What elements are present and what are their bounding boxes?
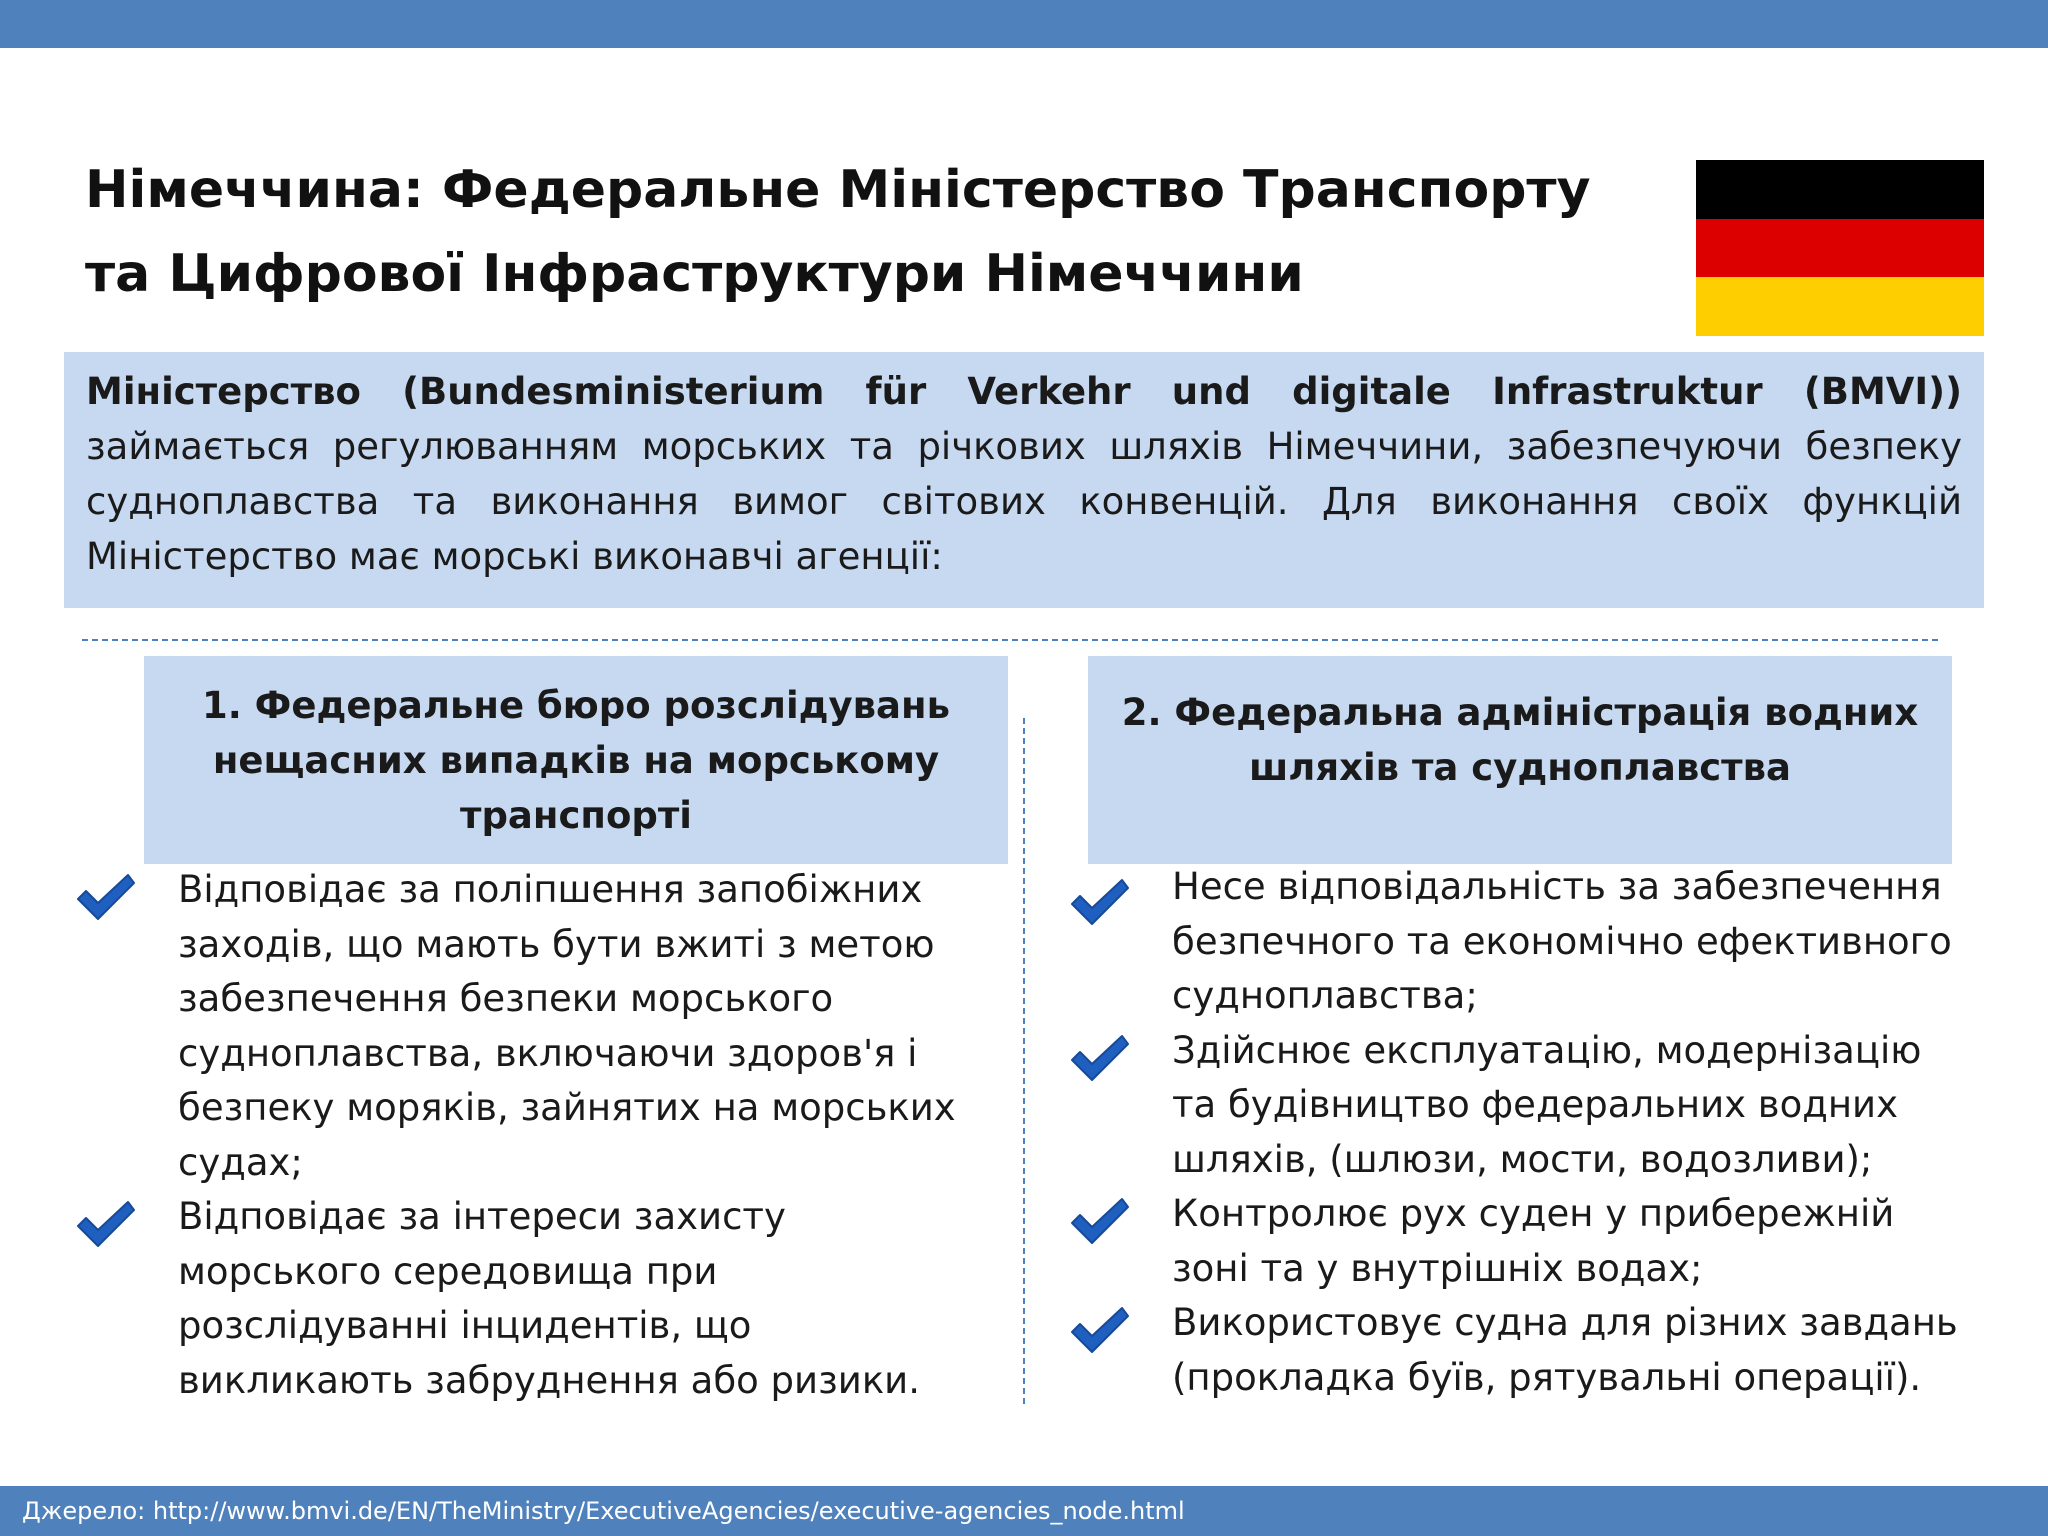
duty-text: Відповідає за інтереси захисту морського середовища при розслідуванні інцидентів, що викликають забруднення або ризики.: [178, 1195, 920, 1402]
top-accent-bar: [0, 0, 2048, 48]
flag-stripe-red: [1696, 219, 1984, 278]
footer-bar: [0, 1486, 2048, 1536]
agency-2-title: 2. Федеральна адміністрація водних шляхів та судноплавства: [1121, 691, 1919, 789]
intro-paragraph: [86, 364, 1962, 584]
checkmark-icon: [1068, 1193, 1132, 1249]
duty-text: Контролює рух суден у прибережній зоні та у внутрішніх водах;: [1172, 1192, 1895, 1290]
duty-text: Здійснює експлуатацію, модернізацію та будівництво федеральних водних шляхів, (шлюзи, мости, водозливи);: [1172, 1028, 1922, 1181]
duty-text: Відповідає за поліпшення запобіжних заходів, що мають бути вжиті з метою забезпечення безпеки морського судноплавства, включаючи здоров'я і безпеку моряків, зайнятих на морських судах;: [178, 868, 956, 1184]
page-title-line-1: Німеччина: Федеральне Міністерство Транспорту: [85, 160, 1591, 220]
list-item: [1068, 860, 1968, 1024]
page-title-line-2: та Цифрової Інфраструктури Німеччини: [85, 244, 1304, 304]
column-divider-vertical: [1023, 718, 1025, 1404]
duty-text: Несе відповідальність за забезпечення безпечного та економічно ефективного судноплавства;: [1172, 865, 1952, 1017]
flag-stripe-gold: [1696, 277, 1984, 336]
list-item: [1068, 1187, 1968, 1296]
agency-1-duties-list: [74, 863, 974, 1408]
page-title: [85, 148, 1645, 316]
section-divider-horizontal: [82, 639, 1938, 641]
checkmark-icon: [74, 869, 138, 925]
agency-1-title: 1. Федеральне бюро розслідувань нещасних випадків на морському транспорті: [202, 683, 950, 837]
source-link[interactable]: Джерело: http://www.bmvi.de/EN/TheMinistry/ExecutiveAgencies/executive-agencies_node.html: [22, 1497, 1185, 1525]
agency-1-header: [144, 656, 1008, 864]
duty-text: Використовує судна для різних завдань (прокладка буїв, рятувальні операції).: [1172, 1301, 1958, 1399]
list-item: [1068, 1024, 1968, 1188]
germany-flag-icon: [1696, 160, 1984, 336]
flag-stripe-black: [1696, 160, 1984, 219]
agency-2-header: [1088, 656, 1952, 864]
checkmark-icon: [74, 1196, 138, 1252]
checkmark-icon: [1068, 1302, 1132, 1358]
checkmark-icon: [1068, 1030, 1132, 1086]
agency-2-duties-list: [1068, 860, 1968, 1405]
intro-panel: [64, 352, 1984, 608]
list-item: [1068, 1296, 1968, 1405]
intro-ministry-name: Міністерство (Bundesministerium für Verkehr und digitale Infrastruktur (BMVI)): [86, 370, 1962, 413]
intro-description: займається регулюванням морських та річкових шляхів Німеччини, забезпечуючи безпеку судноплавства та виконання вимог світових конвенцій. Для виконання своїх функцій Міністерство має морські виконавчі агенції:: [86, 425, 1962, 578]
checkmark-icon: [1068, 874, 1132, 930]
list-item: [74, 1190, 974, 1408]
list-item: [74, 863, 974, 1190]
